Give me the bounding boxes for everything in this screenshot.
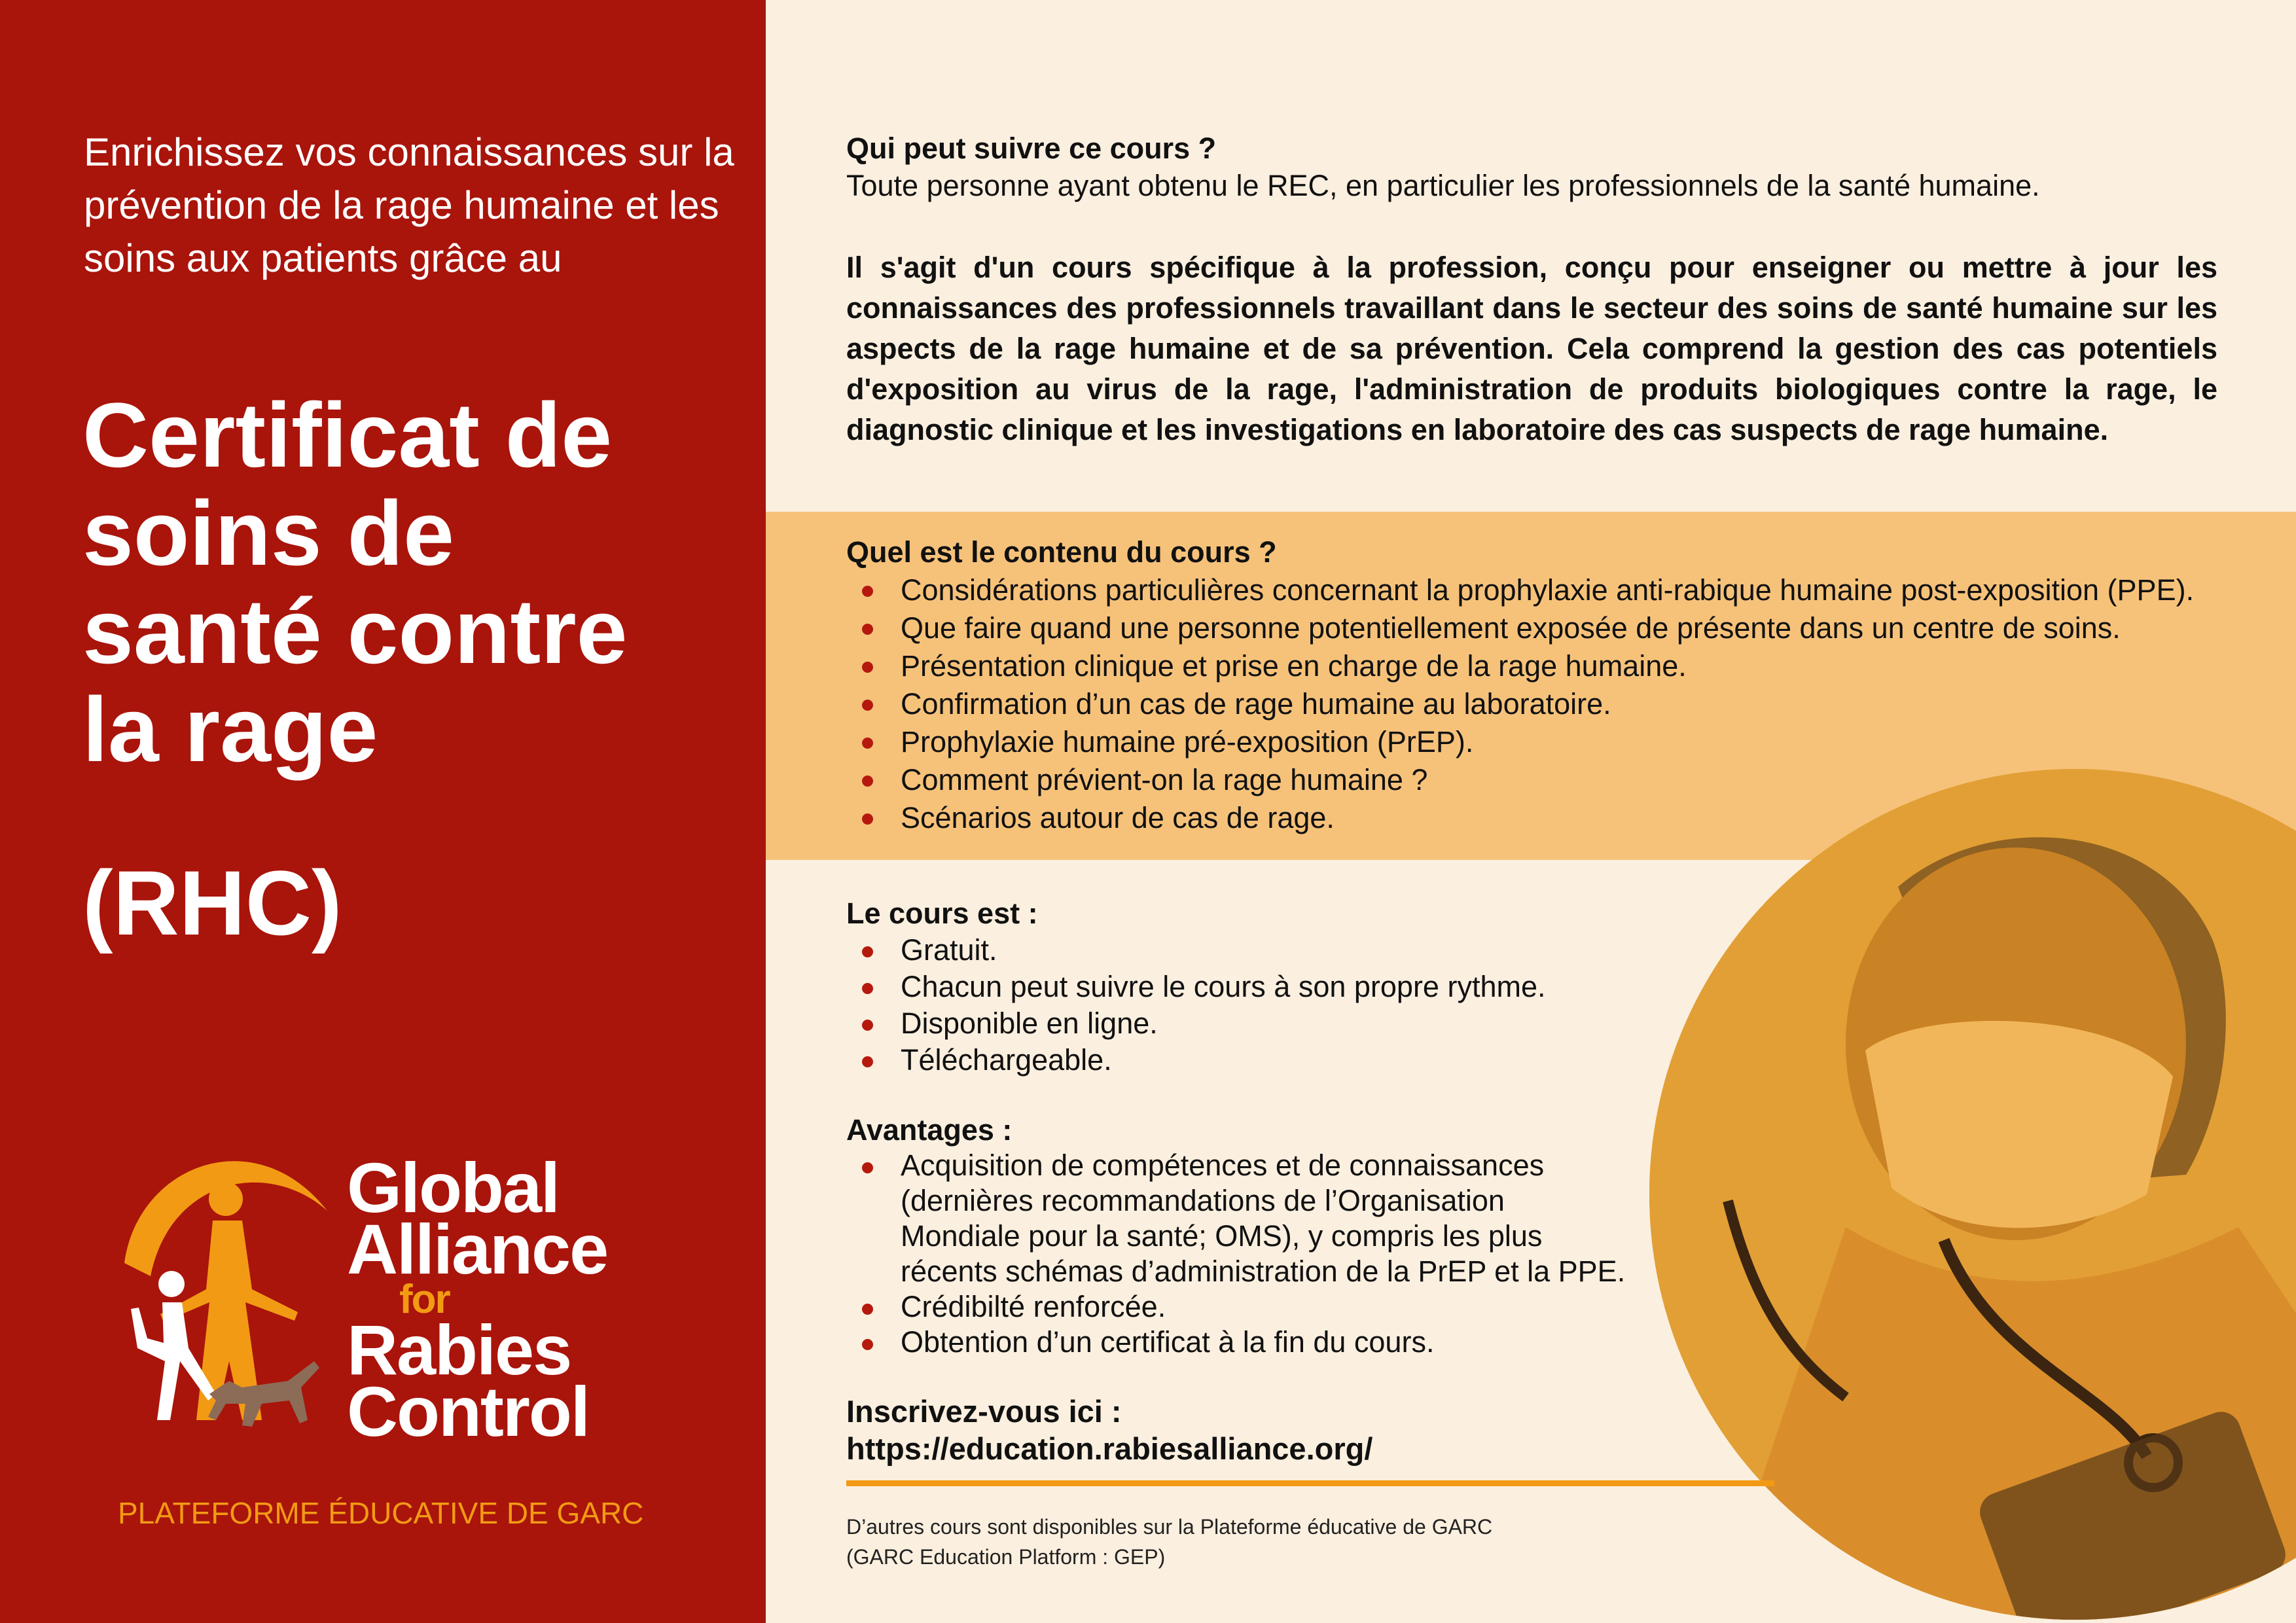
bullet-icon bbox=[862, 700, 873, 711]
list-item-text: Confirmation d’un cas de rage humaine au laboratoire. bbox=[901, 687, 1611, 721]
list-item bbox=[846, 799, 2273, 837]
list-item bbox=[846, 1042, 1697, 1079]
benefits-list bbox=[846, 1148, 1697, 1360]
course-abbreviation: (RHC) bbox=[82, 851, 342, 954]
list-item-text: Disponible en ligne. bbox=[901, 1007, 1158, 1040]
list-item-text: Comment prévient-on la rage humaine ? bbox=[901, 763, 1428, 796]
list-item bbox=[846, 969, 1697, 1005]
benefits-heading: Avantages : bbox=[846, 1113, 1013, 1147]
list-item-text: Acquisition de compétences et de connaissances bbox=[901, 1149, 1545, 1182]
logo-word: Alliance bbox=[347, 1209, 608, 1289]
list-item bbox=[846, 1325, 1697, 1360]
garc-logo-icon bbox=[111, 1113, 347, 1466]
course-is-heading: Le cours est : bbox=[846, 897, 1038, 930]
benefits-section bbox=[846, 1113, 1697, 1360]
who-heading: Qui peut suivre ce cours ? bbox=[846, 132, 1217, 165]
list-item bbox=[846, 1289, 1697, 1325]
title-line: Certificat de bbox=[82, 383, 613, 486]
list-item-text: Mondiale pour la santé; OMS), y compris les plus bbox=[901, 1219, 1543, 1253]
bullet-icon bbox=[862, 1020, 873, 1031]
list-item bbox=[846, 571, 2273, 609]
garc-logo-text bbox=[347, 1148, 608, 1451]
bullet-icon bbox=[862, 738, 873, 749]
who-section bbox=[846, 130, 2234, 204]
list-item-text: Que faire quand une personne potentiellement exposée de présente dans un centre de soins. bbox=[901, 611, 2121, 645]
who-text: Toute personne ayant obtenu le REC, en particulier les professionnels de la santé humaine. bbox=[846, 169, 2040, 202]
list-item-text: Présentation clinique et prise en charge de la rage humaine. bbox=[901, 649, 1687, 683]
logo-word-for: for bbox=[399, 1277, 450, 1322]
logo-word: Global bbox=[347, 1148, 560, 1227]
signup-link[interactable]: https://education.rabiesalliance.org/ bbox=[846, 1431, 1373, 1466]
list-item-text: Téléchargeable. bbox=[901, 1043, 1112, 1077]
list-item bbox=[846, 932, 1697, 969]
list-item-text: Gratuit. bbox=[901, 933, 997, 967]
course-is-section bbox=[846, 895, 1697, 1079]
list-item-text: Considérations particulières concernant la prophylaxie anti-rabique humaine post-exposition (PPE). bbox=[901, 573, 2195, 607]
list-item-text: Prophylaxie humaine pré-exposition (PrEP). bbox=[901, 725, 1474, 758]
bullet-icon bbox=[862, 776, 873, 787]
bullet-icon bbox=[862, 1304, 873, 1315]
bullet-icon bbox=[862, 624, 873, 635]
footnote-line: D’autres cours sont disponibles sur la Plateforme éducative de GARC bbox=[846, 1515, 1493, 1539]
logo-word: Control bbox=[347, 1372, 589, 1451]
title-line: santé contre bbox=[82, 580, 628, 683]
list-item-text: Crédibilté renforcée. bbox=[901, 1290, 1166, 1323]
signup-section bbox=[846, 1393, 1372, 1467]
bullet-icon bbox=[862, 586, 873, 597]
separator-line bbox=[846, 1480, 1774, 1486]
bullet-icon bbox=[862, 813, 873, 825]
left-panel bbox=[0, 0, 766, 1623]
signup-heading: Inscrivez-vous ici : bbox=[846, 1394, 1122, 1429]
bullet-icon bbox=[862, 983, 873, 994]
platform-label: PLATEFORME ÉDUCATIVE DE GARC bbox=[118, 1496, 644, 1530]
footnote-line: (GARC Education Platform : GEP) bbox=[846, 1545, 1166, 1569]
title-line: la rage bbox=[82, 678, 378, 781]
list-item-text: (dernières recommandations de l’Organisation bbox=[901, 1184, 1505, 1217]
list-item bbox=[846, 723, 2273, 761]
list-item bbox=[846, 1148, 1697, 1289]
list-item bbox=[846, 647, 2273, 685]
list-item-text: Chacun peut suivre le cours à son propre rythme. bbox=[901, 970, 1546, 1003]
footnote bbox=[846, 1512, 1492, 1572]
content-heading: Quel est le contenu du cours ? bbox=[846, 535, 1277, 569]
nurse-illustration-icon bbox=[1649, 769, 2296, 1620]
content-section bbox=[846, 533, 2273, 837]
bullet-icon bbox=[862, 946, 873, 957]
list-item bbox=[846, 609, 2273, 647]
course-description: Il s'agit d'un cours spécifique à la profession, conçu pour enseigner ou mettre à jour les connaissances des professionnels travaillant dans le secteur des soins de santé humaine sur les aspects de la rage humaine et de sa prévention. Cela comprend la gestion des cas potentiels d'exposition au virus de la rage, l'administration de produits biologiques contre la rage, le diagnostic clinique et les investigations en laboratoire des cas suspects de rage humaine. bbox=[846, 251, 2217, 446]
bullet-icon bbox=[862, 1339, 873, 1350]
list-item-text: récents schémas d’administration de la PrEP et la PPE. bbox=[901, 1255, 1626, 1288]
list-item bbox=[846, 1005, 1697, 1042]
list-item-text: Obtention d’un certificat à la fin du cours. bbox=[901, 1325, 1435, 1359]
course-title bbox=[82, 383, 763, 781]
course-is-list bbox=[846, 932, 1697, 1079]
bullet-icon bbox=[862, 662, 873, 673]
bullet-icon bbox=[862, 1162, 873, 1173]
logo-word: Rabies bbox=[347, 1310, 571, 1389]
list-item-text: Scénarios autour de cas de rage. bbox=[901, 801, 1335, 834]
content-list bbox=[846, 571, 2273, 837]
list-item bbox=[846, 761, 2273, 799]
intro-text: Enrichissez vos connaissances sur la prévention de la rage humaine et les soins aux patients grâce au bbox=[84, 130, 734, 280]
nurse-photo bbox=[1649, 769, 2296, 1620]
list-item bbox=[846, 685, 2273, 723]
title-line: soins de bbox=[82, 482, 454, 584]
bullet-icon bbox=[862, 1056, 873, 1067]
